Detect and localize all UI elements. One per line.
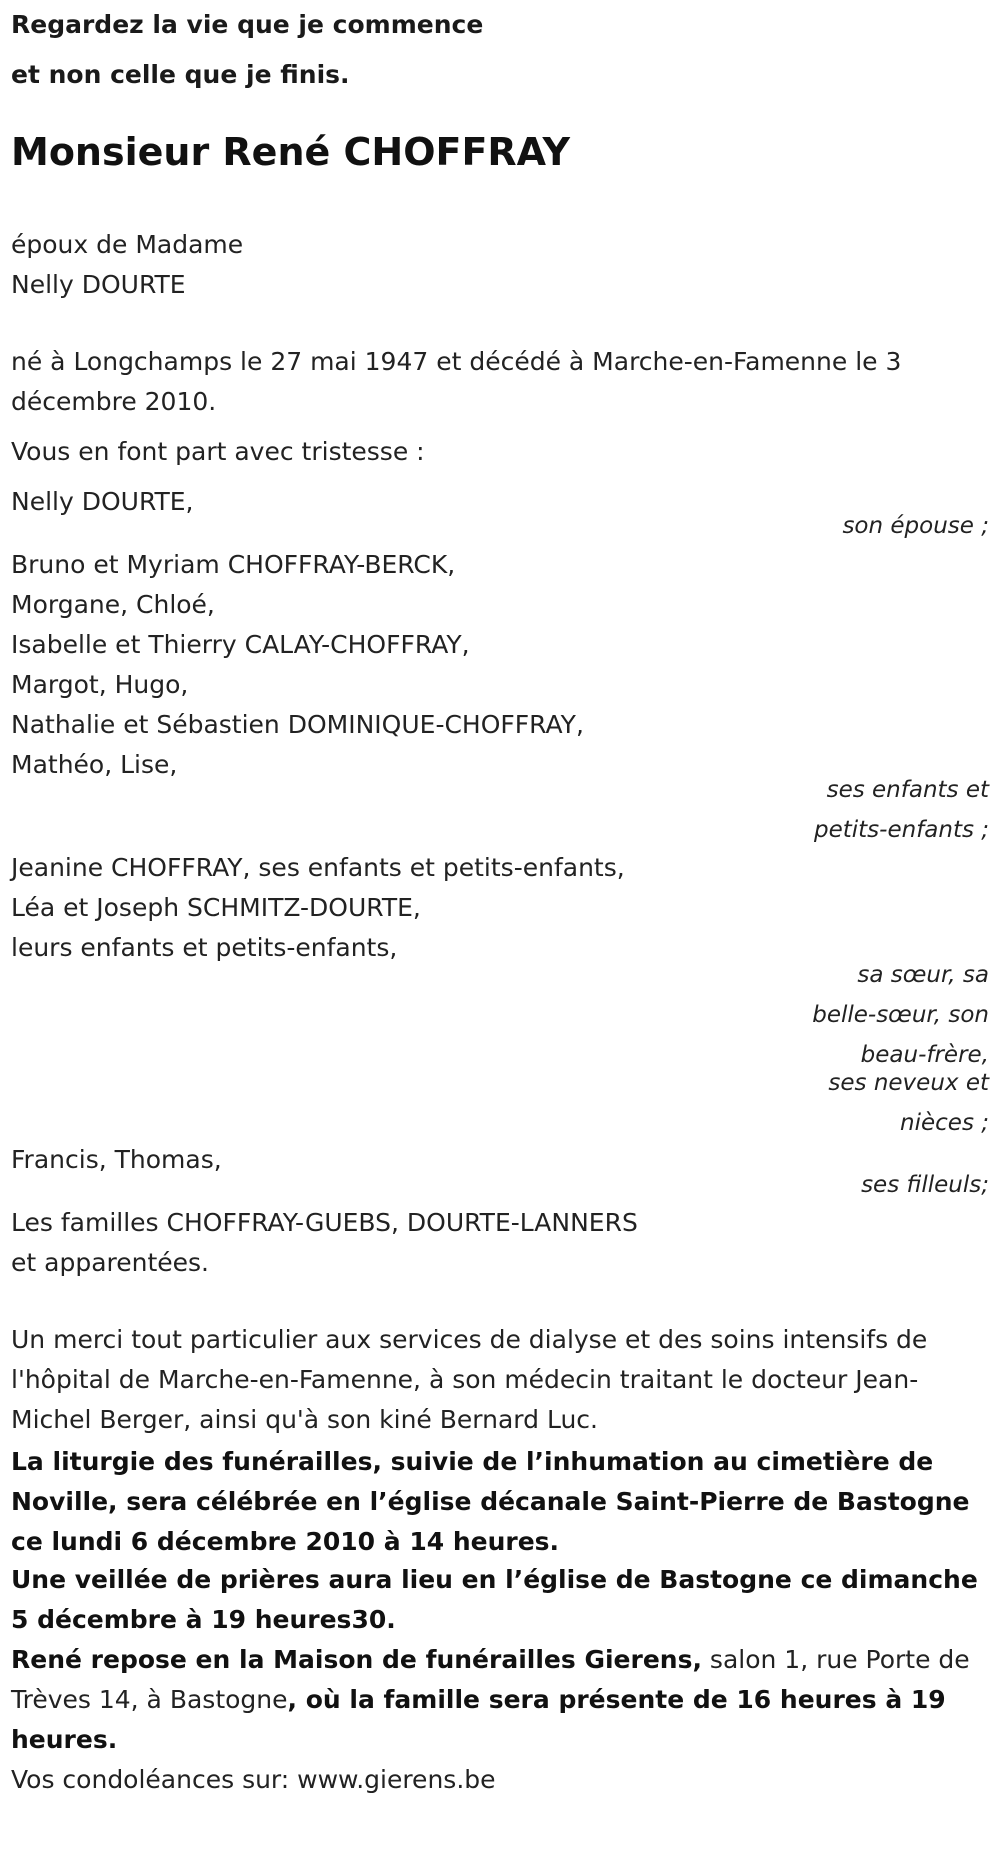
sibling-line: Jeanine CHOFFRAY, ses enfants et petits-enfants, (11, 853, 625, 882)
condolences-line: Vos condoléances sur: www.gierens.be (11, 1765, 496, 1794)
funeral-paragraph: La liturgie des funérailles, suivie de l’inhumation au cimetière de Noville, sera célébrée en l’église décanale Saint-Pierre de Bastogne ce lundi 6 décembre 2010 à 14 heures. (11, 1447, 970, 1556)
epitaph-line-1: Regardez la vie que je commence (11, 10, 484, 39)
sibling-line: leurs enfants et petits-enfants, (11, 933, 398, 962)
child-line: Nathalie et Sébastien DOMINIQUE-CHOFFRAY, (11, 710, 584, 739)
siblings-role-line: sa sœur, sa (857, 962, 989, 988)
siblings-role-line: ses neveux et (828, 1070, 989, 1096)
children-role-line: petits-enfants ; (813, 817, 989, 843)
rest-visiting-hours: , où la famille sera présente de 16 heures à 19 heures. (11, 1685, 946, 1754)
child-line: Margot, Hugo, (11, 670, 189, 699)
wife-role: son épouse ; (842, 513, 989, 539)
epitaph-line-2: et non celle que je finis. (11, 60, 350, 89)
families-line: Les familles CHOFFRAY-GUEBS, DOURTE-LANNERS (11, 1208, 638, 1237)
child-line: Mathéo, Lise, (11, 750, 178, 779)
child-line: Morgane, Chloé, (11, 590, 215, 619)
vigil-paragraph: Une veillée de prières aura lieu en l’église de Bastogne ce dimanche 5 décembre à 19 heures30. (11, 1565, 978, 1634)
spouse-line-2: Nelly DOURTE (11, 270, 186, 299)
birth-death-info: né à Longchamps le 27 mai 1947 et décédé à Marche-en-Famenne le 3 décembre 2010. (11, 347, 902, 416)
sibling-line: Léa et Joseph SCHMITZ-DOURTE, (11, 893, 421, 922)
child-line: Isabelle et Thierry CALAY-CHOFFRAY, (11, 630, 470, 659)
deceased-name: Monsieur René CHOFFRAY (11, 130, 570, 174)
families-line: et apparentées. (11, 1248, 209, 1277)
siblings-role-line: beau-frère, (860, 1042, 989, 1068)
wife-name: Nelly DOURTE, (11, 487, 194, 516)
rest-location: René repose en la Maison de funérailles Gierens, (11, 1645, 702, 1674)
spouse-line-1: époux de Madame (11, 230, 244, 259)
rest-address: salon 1, rue Porte de Trèves 14, à Bastogne (11, 1645, 970, 1714)
godchildren-names: Francis, Thomas, (11, 1145, 222, 1174)
thanks-paragraph: Un merci tout particulier aux services de dialyse et des soins intensifs de l'hôpital de Marche-en-Famenne, à son médecin traitant le docteur Jean-Michel Berger, ainsi qu'à son kiné Bernard Luc. (11, 1325, 928, 1434)
godchildren-role: ses filleuls; (861, 1172, 989, 1198)
siblings-role-line: belle-sœur, son (812, 1002, 989, 1028)
children-role-line: ses enfants et (826, 777, 989, 803)
announcement: Vous en font part avec tristesse : (11, 437, 425, 466)
rest-paragraph (11, 1640, 989, 1760)
child-line: Bruno et Myriam CHOFFRAY-BERCK, (11, 550, 456, 579)
siblings-role-line: nièces ; (900, 1110, 989, 1136)
